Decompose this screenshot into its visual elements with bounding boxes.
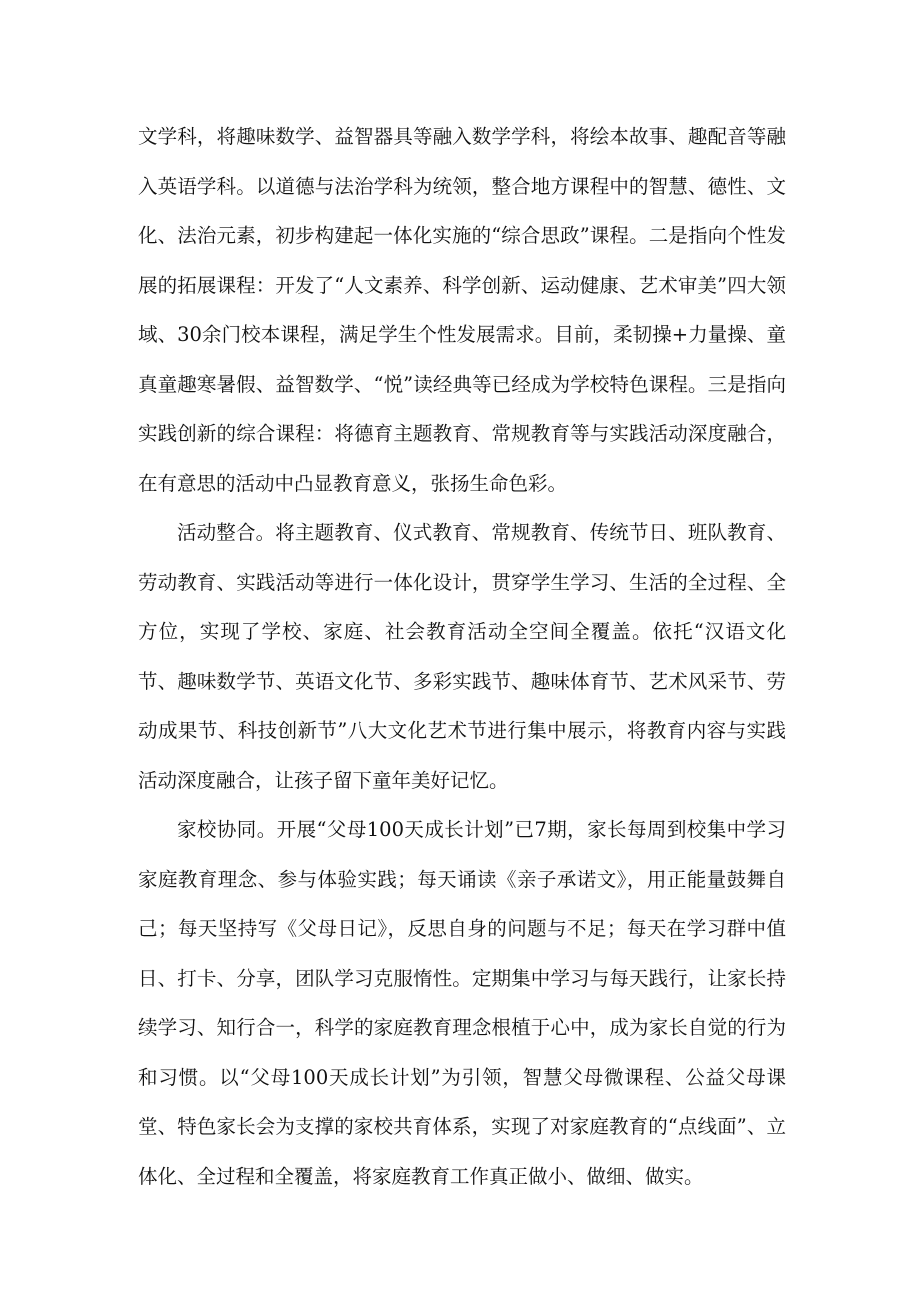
document-page [138, 112, 786, 1201]
paragraph-activity-integration: 活动整合。将主题教育、仪式教育、常规教育、传统节日、班队教育、劳动教育、实践活动等进行一体化设计，贯穿学生学习、生活的全过程、全方位，实现了学校、家庭、社会教育活动全空间全覆盖。依托“汉语文化节、趣味数学节、英语文化节、多彩实践节、趣味体育节、艺术风采节、劳动成果节、科技创新节”八大文化艺术节进行集中展示，将教育内容与实践活动深度融合，让孩子留下童年美好记忆。 [138, 521, 786, 792]
paragraph-home-school-cooperation: 家校协同。开展“父母100天成长计划”已7期，家长每周到校集中学习家庭教育理念、参与体验实践；每天诵读《亲子承诺文》，用正能量鼓舞自己；每天坚持写《父母日记》，反思自身的问题与不足；每天在学习群中值日、打卡、分享，团队学习克服惰性。定期集中学习与每天践行，让家长持续学习、知行合一，科学的家庭教育理念根植于心中，成为家长自觉的行为和习惯。以“父母100天成长计划”为引领，智慧父母微课程、公益父母课堂、特色家长会为支撑的家校共育体系，实现了对家庭教育的“点线面”、立体化、全过程和全覆盖，将家庭教育工作真正做小、做细、做实。 [138, 818, 786, 1188]
paragraph-curriculum-continuation: 文学科，将趣味数学、益智器具等融入数学学科，将绘本故事、趣配音等融入英语学科。以道德与法治学科为统领，整合地方课程中的智慧、德性、文化、法治元素，初步构建起一体化实施的“综合思政”课程。二是指向个性发展的拓展课程：开发了“人文素养、科学创新、运动健康、艺术审美”四大领域、30余门校本课程，满足学生个性发展需求。目前，柔韧操+力量操、童真童趣寒暑假、益智数学、“悦”读经典等已经成为学校特色课程。三是指向实践创新的综合课程：将德育主题教育、常规教育等与实践活动深度融合，在有意思的活动中凸显教育意义，张扬生命色彩。 [138, 125, 786, 495]
